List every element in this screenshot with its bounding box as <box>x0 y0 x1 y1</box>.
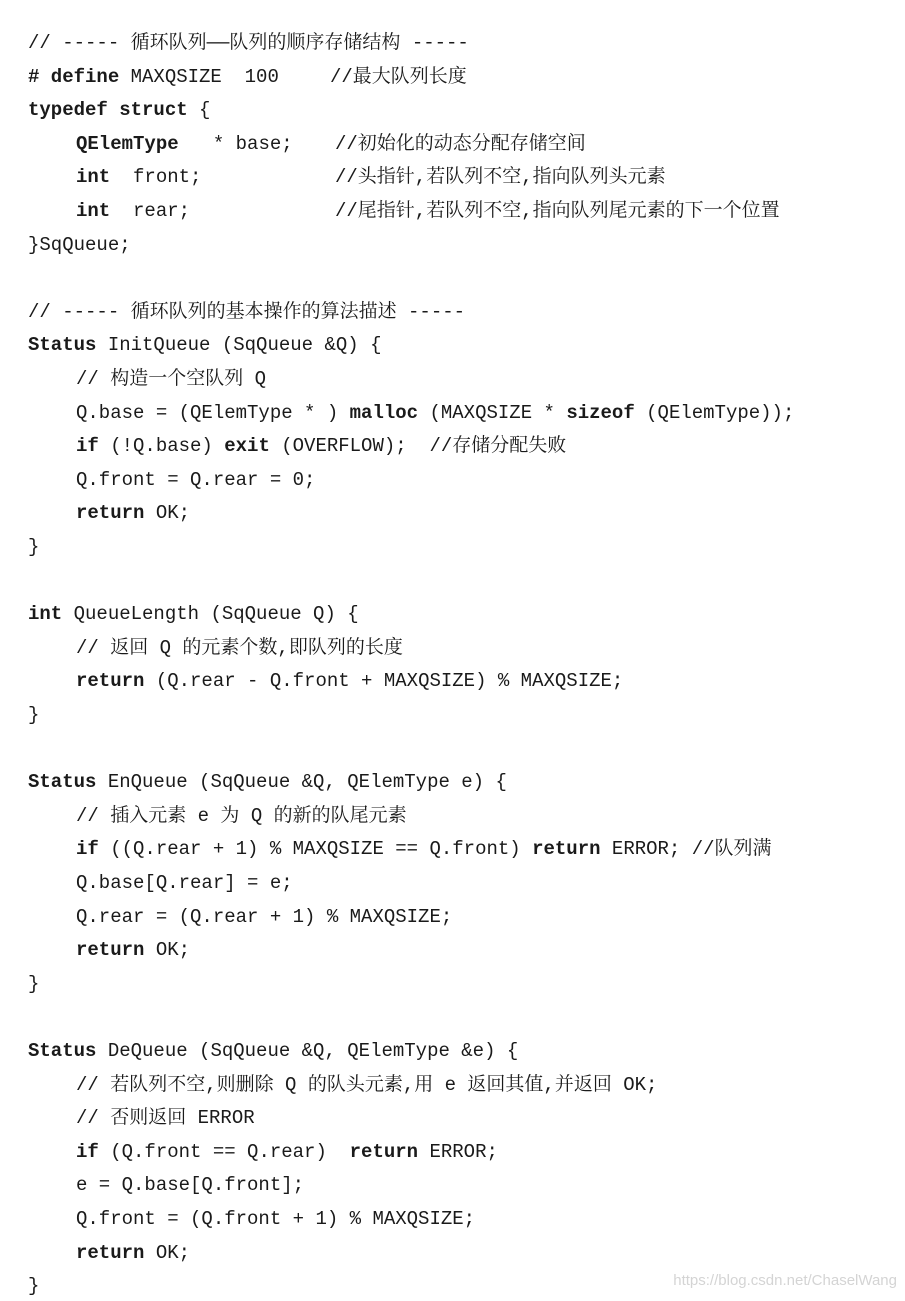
code-text: EnQueue (SqQueue &Q, QElemType e) { <box>96 771 507 794</box>
code-text: // 否则返回 ERROR <box>76 1107 255 1130</box>
code-text: // ----- 循环队列——队列的顺序存储结构 ----- <box>28 32 469 54</box>
code-text: front; <box>110 166 202 189</box>
code-text: }SqQueue; <box>28 233 131 256</box>
code-line <box>76 162 666 192</box>
code-keyword: Status <box>28 771 97 794</box>
code-line <box>76 129 586 159</box>
code-keyword: int <box>28 603 63 626</box>
code-comment: //头指针,若队列不空,指向队列头元素 <box>335 166 666 189</box>
code-line <box>76 364 266 394</box>
code-keyword: exit <box>224 435 270 458</box>
code-text: DeQueue (SqQueue &Q, QElemType &e) { <box>96 1040 519 1062</box>
code-text: * base; <box>178 132 293 155</box>
code-keyword: malloc <box>349 401 419 424</box>
code-text: MAXQSIZE 100 <box>119 65 279 88</box>
code-line <box>28 62 467 92</box>
code-text: } <box>28 704 40 726</box>
code-text: Q.rear = (Q.rear + 1) % MAXQSIZE; <box>76 905 453 928</box>
code-line <box>28 1271 39 1301</box>
code-text: OK; <box>144 939 191 962</box>
code-line <box>28 969 39 999</box>
code-text: } <box>28 536 40 558</box>
code-line <box>28 767 507 797</box>
code-line <box>76 902 452 932</box>
code-keyword: if <box>76 435 99 458</box>
code-text: // 插入元素 e 为 Q 的新的队尾元素 <box>76 804 407 827</box>
code-line <box>28 230 131 260</box>
code-text: { <box>187 99 211 122</box>
code-text: } <box>28 972 40 995</box>
code-line <box>76 1238 190 1268</box>
code-line <box>76 1204 475 1234</box>
code-text: InitQueue (SqQueue &Q) { <box>96 334 382 357</box>
code-text: // 若队列不空,则删除 Q 的队头元素,用 e 返回其值,并返回 OK; <box>76 1073 658 1096</box>
code-text: QueueLength (SqQueue Q) { <box>62 603 359 626</box>
code-text: Q.front = (Q.front + 1) % MAXQSIZE; <box>76 1208 476 1230</box>
code-keyword: sizeof <box>566 401 635 424</box>
code-line <box>76 935 190 965</box>
code-line <box>28 599 359 629</box>
code-keyword: Status <box>28 1040 97 1062</box>
code-line <box>76 498 190 528</box>
code-text: Q.base = (QElemType * ) <box>76 401 350 424</box>
code-line <box>28 95 210 125</box>
code-text: // ----- 循环队列的基本操作的算法描述 ----- <box>28 300 466 323</box>
code-line <box>76 431 566 461</box>
code-text: OK; <box>144 1241 191 1264</box>
code-keyword: return <box>349 1140 419 1163</box>
code-keyword: return <box>76 1241 145 1264</box>
code-line <box>76 666 623 696</box>
code-line <box>76 633 403 663</box>
code-text: ERROR; //队列满 <box>600 838 772 861</box>
code-text: Q.base[Q.rear] = e; <box>76 872 293 894</box>
code-line <box>76 1103 255 1133</box>
code-keyword: return <box>76 502 145 525</box>
code-comment: //尾指针,若队列不空,指向队列尾元素的下一个位置 <box>335 200 780 222</box>
code-comment: //初始化的动态分配存储空间 <box>335 132 586 155</box>
code-text: Q.front = Q.rear = 0; <box>76 468 316 491</box>
code-text: ERROR; <box>418 1140 498 1163</box>
watermark: https://blog.csdn.net/ChaselWang <box>673 1272 897 1289</box>
code-keyword: return <box>532 838 601 861</box>
code-keyword: return <box>76 939 145 962</box>
code-line <box>28 1036 518 1066</box>
code-line <box>76 465 315 495</box>
code-text: (MAXQSIZE * <box>418 401 567 424</box>
code-keyword: if <box>76 1140 99 1163</box>
code-keyword: return <box>76 670 145 693</box>
code-line <box>76 801 407 831</box>
code-line <box>76 834 772 864</box>
code-text: // 返回 Q 的元素个数,即队列的长度 <box>76 636 403 659</box>
code-text: // 构造一个空队列 Q <box>76 368 267 390</box>
code-keyword: # define <box>28 65 120 88</box>
code-line <box>28 700 39 730</box>
code-keyword: QElemType <box>76 132 179 155</box>
code-line <box>76 398 794 428</box>
code-line <box>28 532 39 562</box>
code-line <box>28 297 465 327</box>
code-keyword: int <box>76 166 111 189</box>
code-line <box>76 1137 498 1167</box>
code-text: rear; <box>110 200 191 222</box>
code-keyword: Status <box>28 334 97 357</box>
code-line <box>76 868 293 898</box>
code-text: OK; <box>144 502 191 525</box>
code-text: (!Q.base) <box>98 435 225 458</box>
code-text: (QElemType)); <box>634 401 795 424</box>
code-comment: //最大队列长度 <box>330 65 467 88</box>
code-text: ((Q.rear + 1) % MAXQSIZE == Q.front) <box>98 838 533 861</box>
code-text: } <box>28 1275 40 1298</box>
code-keyword: int <box>76 200 111 222</box>
code-line <box>76 1070 657 1100</box>
code-text: (Q.rear - Q.front + MAXQSIZE) % MAXQSIZE; <box>144 670 624 693</box>
code-text: (OVERFLOW); //存储分配失败 <box>269 435 567 458</box>
code-line <box>76 196 780 226</box>
code-text: (Q.front == Q.rear) <box>98 1140 350 1163</box>
code-text: e = Q.base[Q.front]; <box>76 1174 305 1197</box>
code-line <box>76 1170 304 1200</box>
code-keyword: typedef struct <box>28 99 188 122</box>
code-line <box>28 28 469 58</box>
code-line <box>28 330 381 360</box>
code-keyword: if <box>76 838 99 861</box>
